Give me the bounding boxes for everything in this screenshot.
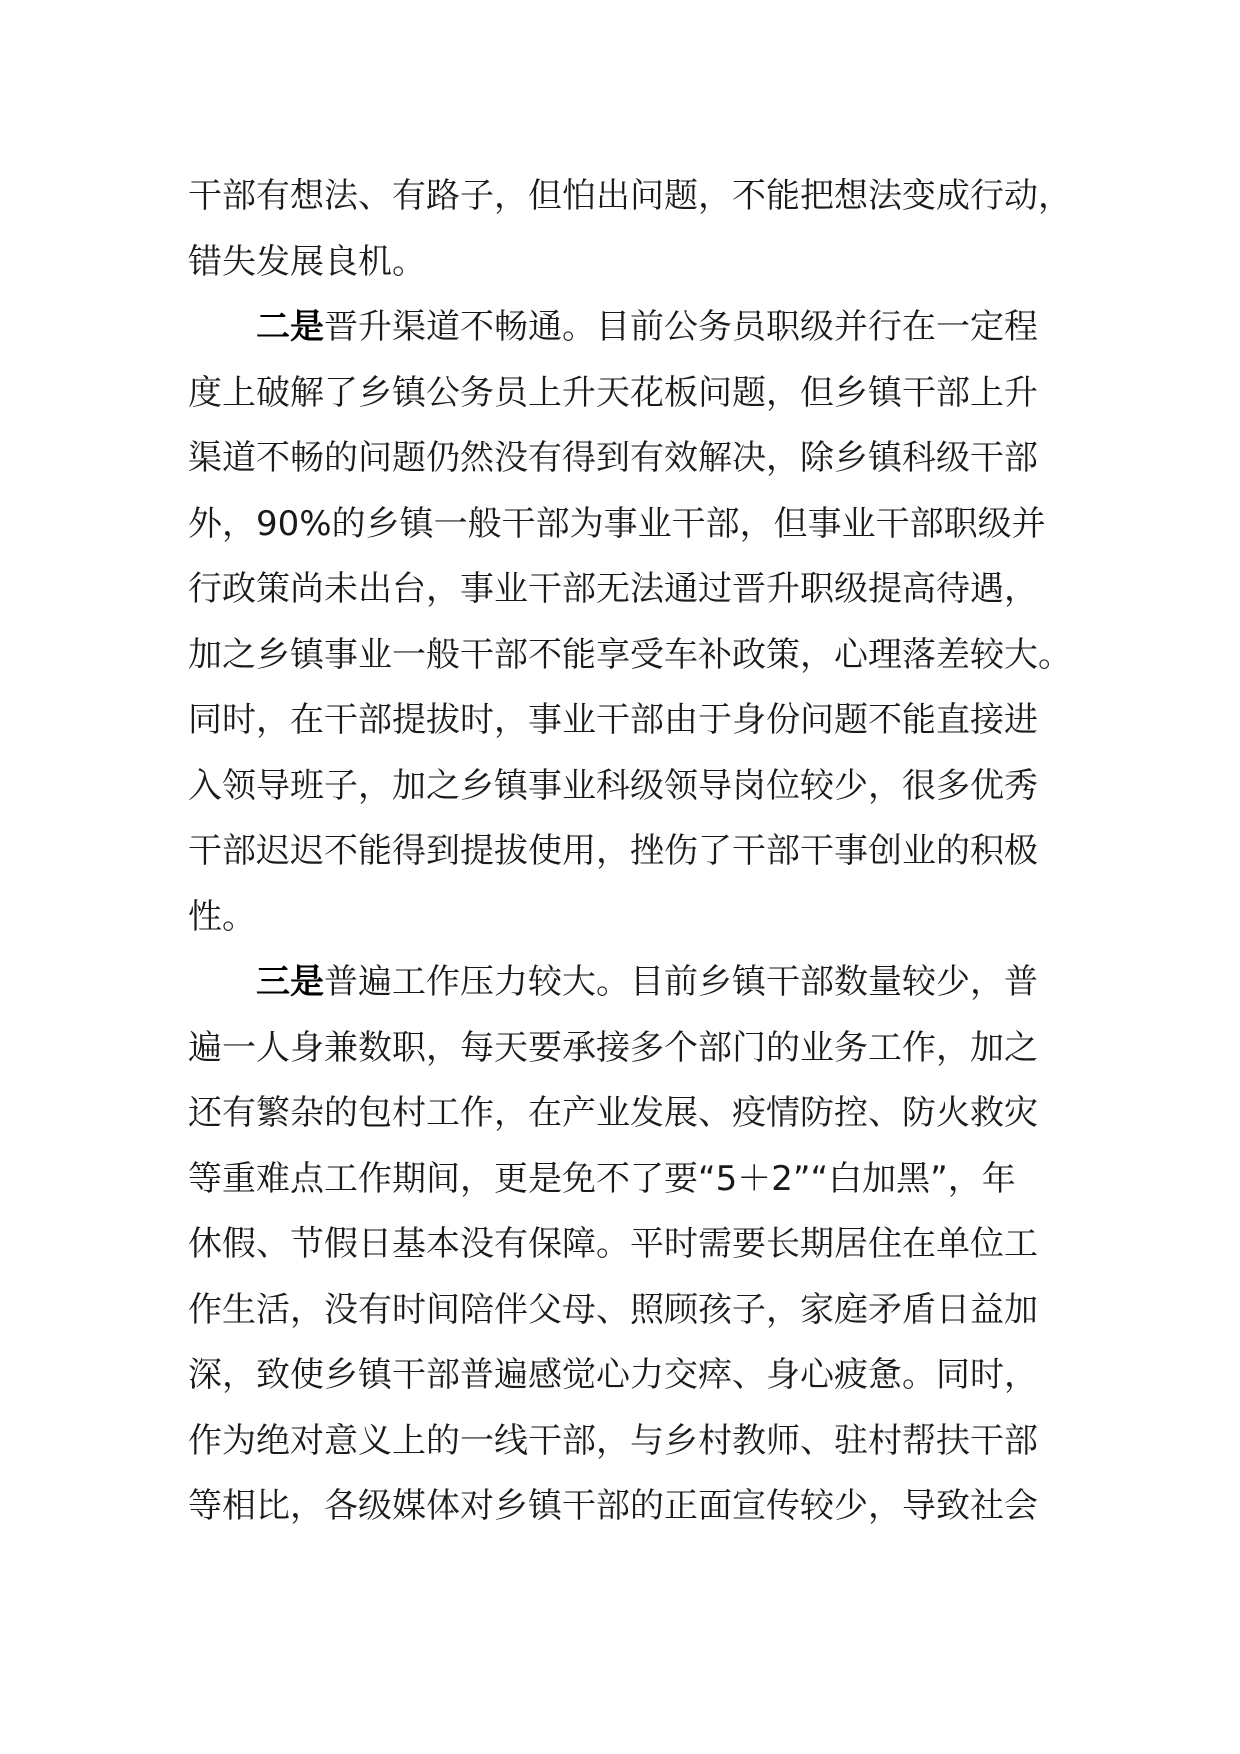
- text-line: 外，90%的乡镇一般干部为事业干部，但事业干部职级并: [188, 503, 1046, 544]
- document-body: [188, 164, 1072, 1540]
- text-line: 加之乡镇事业一般干部不能享受车补政策，心理落差较大。: [188, 634, 1072, 675]
- text-line: 入领导班子，加之乡镇事业科级领导岗位较少，很多优秀: [188, 765, 1038, 806]
- paragraph-lead: 二是: [256, 307, 324, 347]
- text-line-rest: 普遍工作压力较大。目前乡镇干部数量较少，普: [324, 962, 1038, 1002]
- paragraph-first-line: [188, 295, 1068, 361]
- text-line: 干部迟迟不能得到提拔使用，挫伤了干部干事创业的积极: [188, 831, 1038, 871]
- text-line: 休假、节假日基本没有保障。平时需要长期居住在单位工: [188, 1224, 1038, 1264]
- text-line: 同时，在干部提拔时，事业干部由于身份问题不能直接进: [188, 700, 1038, 740]
- paragraph-first-line: [188, 950, 1068, 1016]
- text-line-rest: 晋升渠道不畅通。目前公务员职级并行在一定程: [324, 307, 1038, 347]
- text-line: 干部有想法、有路子，但怕出问题，不能把想法变成行动，: [188, 176, 1072, 216]
- text-line: 行政策尚未出台，事业干部无法通过晋升职级提高待遇，: [188, 569, 1038, 609]
- text-line: 遍一人身兼数职，每天要承接多个部门的业务工作，加之: [188, 1027, 1038, 1068]
- text-line: 作为绝对意义上的一线干部，与乡村教师、驻村帮扶干部: [188, 1420, 1038, 1461]
- text-line: 深，致使乡镇干部普遍感觉心力交瘁、身心疲惫。同时，: [188, 1355, 1038, 1395]
- paragraph-2: [188, 295, 1072, 950]
- paragraph-lead: 三是: [256, 962, 324, 1002]
- text-line: 度上破解了乡镇公务员上升天花板问题，但乡镇干部上升: [188, 372, 1038, 413]
- paragraph-1: [188, 164, 1072, 295]
- text-line: 错失发展良机。: [188, 241, 426, 282]
- text-line: 等重难点工作期间，更是免不了要“5＋2”“白加黑”，年: [188, 1158, 1016, 1199]
- paragraph-3: [188, 950, 1068, 1540]
- text-line: 性。: [188, 896, 256, 937]
- text-line: 等相比，各级媒体对乡镇干部的正面宣传较少，导致社会: [188, 1486, 1038, 1526]
- text-line: 作生活，没有时间陪伴父母、照顾孩子，家庭矛盾日益加: [188, 1289, 1038, 1330]
- text-line: 还有繁杂的包村工作，在产业发展、疫情防控、防火救灾: [188, 1093, 1038, 1133]
- text-line: 渠道不畅的问题仍然没有得到有效解决，除乡镇科级干部: [188, 438, 1038, 478]
